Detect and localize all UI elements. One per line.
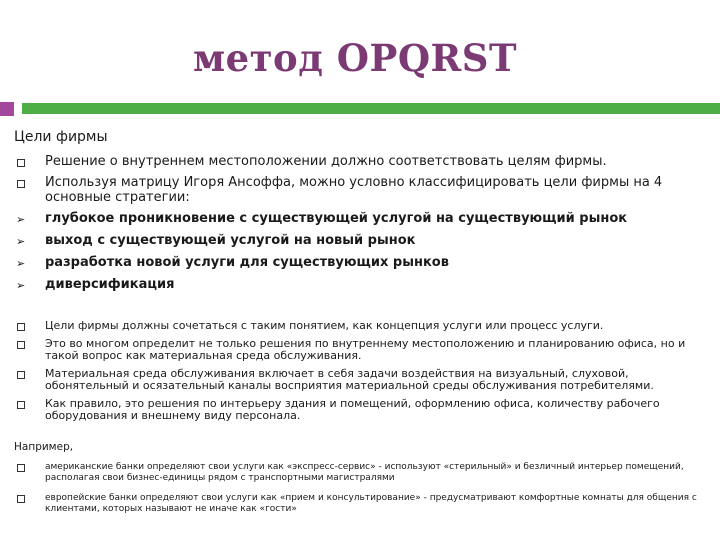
example-label: Например, <box>14 441 74 453</box>
list-item: Решение о внутреннем местоположении должно соответствовать целям фирмы. <box>45 154 710 169</box>
square-bullet-icon <box>17 495 25 503</box>
goals-list <box>16 154 710 299</box>
square-bullet-icon <box>17 464 25 472</box>
arrow-bullet-icon: ➢ <box>16 235 26 248</box>
accent-bar <box>22 103 720 114</box>
list-item: ➢ разработка новой услуги для существующих рынков <box>16 255 449 270</box>
list-item: ➢ глубокое проникновение с существующей услугой на существующий рынок <box>16 211 628 226</box>
square-bullet-icon <box>17 341 25 349</box>
list-item: Цели фирмы должны сочетаться с таким понятием, как концепция услуги или процесс услуги. <box>45 320 710 332</box>
list-item: Материальная среда обслуживания включает в себя задачи воздействия на визуальный, слуховой, обонятельный и осязательный каналы восприятия материальной среды обслуживания потребителями. <box>45 368 710 392</box>
square-bullet-icon <box>17 180 25 188</box>
list-item: европейские банки определяют свои услуги как «прием и консультирование» - предусматривают комфортные комнаты для общения с клиентами, которых называют не иначе как «гости» <box>45 493 710 514</box>
square-bullet-icon <box>17 401 25 409</box>
square-bullet-icon <box>17 323 25 331</box>
square-bullet-icon <box>17 159 25 167</box>
arrow-bullet-icon: ➢ <box>16 213 26 226</box>
slide-title: метод OPQRST <box>192 36 518 80</box>
list-item: Используя матрицу Игоря Ансоффа, можно условно классифицировать цели фирмы на 4 основные стратегии: <box>45 175 710 205</box>
list-item: ➢ диверсификация <box>16 277 175 292</box>
list-item: американские банки определяют свои услуги как «экспресс-сервис» - используют «стерильный» и безличный интерьер помещений, располагая свои бизнес-единицы рядом с транспортными магистралями <box>45 462 710 483</box>
arrow-bullet-icon: ➢ <box>16 257 26 270</box>
list-item: Как правило, это решения по интерьеру здания и помещений, оформлению офиса, количеству рабочего оборудования и внешнему виду персонала. <box>45 398 710 422</box>
concept-list <box>45 320 710 428</box>
section-heading: Цели фирмы <box>14 129 108 145</box>
list-item: ➢ выход с существующей услугой на новый рынок <box>16 233 416 248</box>
list-item: Это во многом определит не только решения по внутреннему местоположению и планированию офиса, но и такой вопрос как материальная среда обслуживания. <box>45 338 710 362</box>
accent-square <box>0 102 14 116</box>
arrow-bullet-icon: ➢ <box>16 279 26 292</box>
square-bullet-icon <box>17 371 25 379</box>
examples-list <box>45 462 710 524</box>
